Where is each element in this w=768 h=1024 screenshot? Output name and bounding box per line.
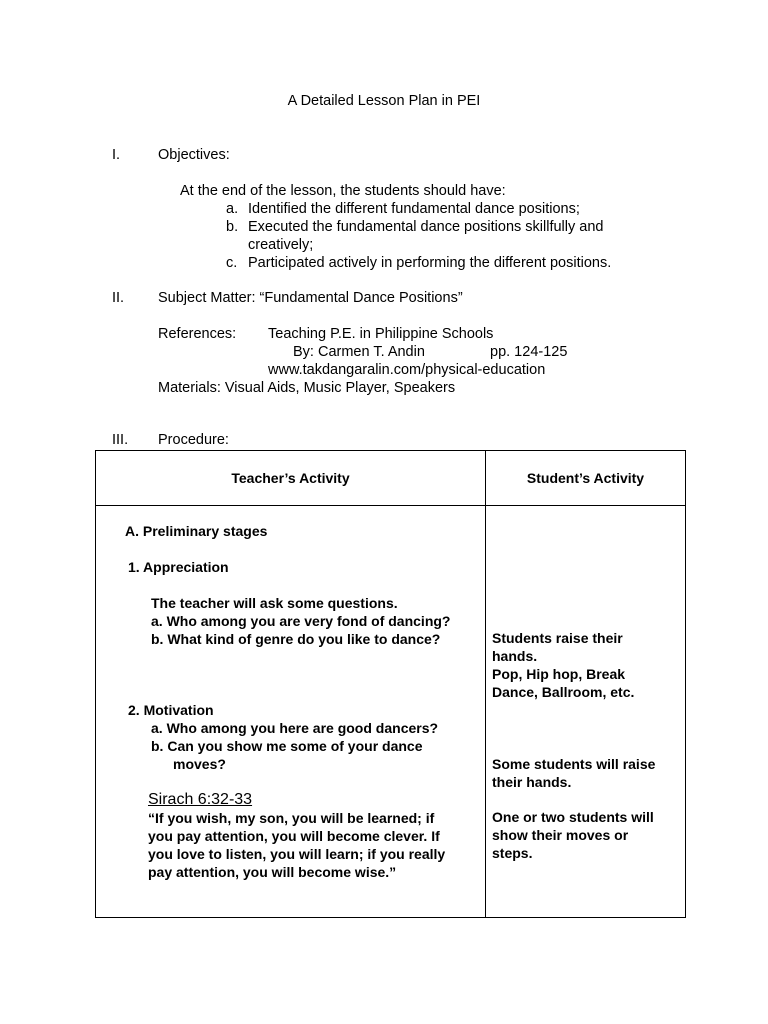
motivation-a: a. Who among you here are good dancers? <box>151 720 439 736</box>
student-response-1-line-3: Pop, Hip hop, Break <box>492 666 626 682</box>
question-a: a. Who among you are very fond of dancing? <box>151 613 451 629</box>
student-response-3-line-2: show their moves or <box>492 827 629 843</box>
procedure-numeral: III. <box>112 432 129 448</box>
objectives-numeral: I. <box>112 147 121 163</box>
question-b: b. What kind of genre do you like to dance? <box>151 631 441 647</box>
student-response-3-line-3: steps. <box>492 845 533 861</box>
objective-item-a: Identified the different fundamental dance positions; <box>248 201 580 217</box>
teacher-ask-text: The teacher will ask some questions. <box>151 595 398 611</box>
teacher-activity-cell <box>96 506 486 918</box>
student-response-1-line-4: Dance, Ballroom, etc. <box>492 684 635 700</box>
objective-marker-c: c. <box>226 255 238 271</box>
student-activity-cell <box>486 506 686 918</box>
preliminary-stages: A. Preliminary stages <box>125 523 268 539</box>
student-response-1-line-2: hands. <box>492 648 538 664</box>
student-response-2-line-2: their hands. <box>492 774 572 790</box>
verse-line-2: you pay attention, you will become clever. If <box>148 828 440 844</box>
objective-marker-b: b. <box>226 219 239 235</box>
student-response-2-line-1: Some students will raise <box>492 756 656 772</box>
references-pages: pp. 124-125 <box>490 344 568 360</box>
verse-line-4: pay attention, you will become wise.” <box>148 864 397 880</box>
objectives-intro: At the end of the lesson, the students should have: <box>180 183 506 199</box>
objective-marker-a: a. <box>226 201 239 217</box>
motivation-b-cont: moves? <box>173 756 226 772</box>
student-response-1-line-1: Students raise their <box>492 630 623 646</box>
references-url: www.takdangaralin.com/physical-education <box>268 362 546 378</box>
references-author: By: Carmen T. Andin <box>293 344 425 360</box>
objectives-heading: Objectives: <box>158 147 230 163</box>
objective-item-b: Executed the fundamental dance positions skillfully and <box>248 219 604 235</box>
teacher-activity-header: Teacher’s Activity <box>96 451 486 506</box>
verse-line-1: “If you wish, my son, you will be learned; if <box>148 810 435 826</box>
references-book: Teaching P.E. in Philippine Schools <box>268 326 494 342</box>
objective-item-c: Participated actively in performing the different positions. <box>248 255 612 271</box>
student-response-3-line-1: One or two students will <box>492 809 654 825</box>
procedure-table <box>95 450 686 918</box>
references-label: References: <box>158 326 237 342</box>
objective-item-b-cont: creatively; <box>248 237 314 253</box>
motivation-heading: 2. Motivation <box>128 702 214 718</box>
procedure-heading: Procedure: <box>158 432 229 448</box>
motivation-b: b. Can you show me some of your dance <box>151 738 423 754</box>
student-activity-header: Student’s Activity <box>486 451 686 506</box>
appreciation-heading: 1. Appreciation <box>128 559 229 575</box>
materials-line: Materials: Visual Aids, Music Player, Speakers <box>158 380 456 396</box>
subject-numeral: II. <box>112 290 125 306</box>
verse-reference: Sirach 6:32-33 <box>148 791 253 808</box>
procedure-table-header <box>96 451 686 506</box>
subject-heading: Subject Matter: “Fundamental Dance Positions” <box>158 290 463 306</box>
verse-line-3: you love to listen, you will learn; if you really <box>148 846 446 862</box>
document-title: A Detailed Lesson Plan in PEI <box>287 93 481 109</box>
procedure-table-row <box>96 506 686 918</box>
